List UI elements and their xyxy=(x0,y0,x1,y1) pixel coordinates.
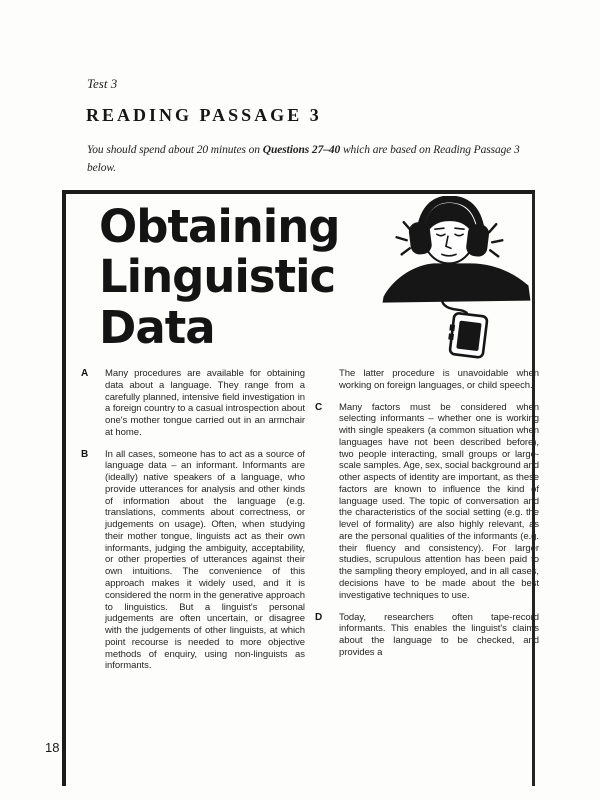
paragraph-label xyxy=(315,368,339,392)
instructions xyxy=(87,141,520,178)
paragraph-d xyxy=(315,612,539,659)
passage-heading: READING PASSAGE 3 xyxy=(86,105,322,125)
paragraph-text: The latter procedure is unavoidable when working on foreign languages, or child speech. xyxy=(339,368,539,391)
paragraph-text: In all cases, someone has to act as a source of language data – an informant. Informants are (ideally) native speakers of a language, who provide utterances for analysis and other kinds of information about the language (e.g. translations, comments about correctness, or judgements on usage). Often, when studying their mother tongue, linguists act as their own informants, judging the ambiguity, acceptability, or other properties of utterances against their own intuitions. The convenience of this approach makes it widely used, and it is considered the norm in the generative approach to linguistics. But a linguist's personal judgements are often uncertain, or disagree with the judgements of other linguists, at which point recourse is needed to more objective methods of enquiry, using non-linguists as informants. xyxy=(105,448,305,672)
paragraph-label: A xyxy=(81,368,89,379)
page-number: 18 xyxy=(45,740,60,755)
paragraph-label: D xyxy=(315,611,323,623)
article-title-line-1: Obtaining xyxy=(99,200,340,253)
instructions-questions-range: Questions 27–40 xyxy=(262,144,341,156)
article-title xyxy=(99,202,339,353)
headphones-listener-illustration xyxy=(380,196,532,362)
instructions-post: which are based on Reading Passage 3 xyxy=(340,144,520,156)
article-columns xyxy=(81,368,539,682)
paragraph-label: B xyxy=(81,448,89,460)
left-column xyxy=(81,368,305,682)
reading-passage-box xyxy=(62,190,539,786)
paragraph-text: Many procedures are available for obtaining data about a language. They range from a carefully planned, intensive field investigation in a foreign country to a casual introspection about one's mother tongue carried out in an armchair at home. xyxy=(105,368,305,438)
paragraph-a xyxy=(81,368,305,439)
instructions-below: below. xyxy=(87,162,116,175)
article-title-line-3: Data xyxy=(99,300,215,354)
right-column xyxy=(315,368,539,682)
paragraph-text: Today, researchers often tape-record informants. This enables the linguist's claims about the language to be checked, and provides a xyxy=(339,611,539,658)
paragraph-b-continued xyxy=(315,368,539,392)
paragraph-text: Many factors must be considered when selecting informants – whether one is working with single speakers (a common situation when languages have not been described before), two people interacting, small groups or large-scale samples. Age, sex, social background and other aspects of identity are important, as these factors are known to influence the kind of language used. The topic of conversation and the characteristics of the social setting (e.g. the level of formality) are also highly relevant, as are the personal qualities of the informants (e.g. their fluency and consistency). For larger studies, scrupulous attention has been paid to the sampling theory employed, and in all cases, decisions have to be made about the best investigative techniques to use. xyxy=(339,401,539,601)
article-title-line-2: Linguistic xyxy=(99,250,336,304)
shoulders xyxy=(383,263,531,302)
paragraph-label: C xyxy=(315,401,323,413)
paragraph-c xyxy=(315,402,539,602)
test-label: Test 3 xyxy=(87,76,118,91)
instructions-pre: You should spend about 20 minutes on xyxy=(87,144,263,156)
tape-recorder xyxy=(447,312,488,357)
paragraph-b xyxy=(81,449,305,673)
